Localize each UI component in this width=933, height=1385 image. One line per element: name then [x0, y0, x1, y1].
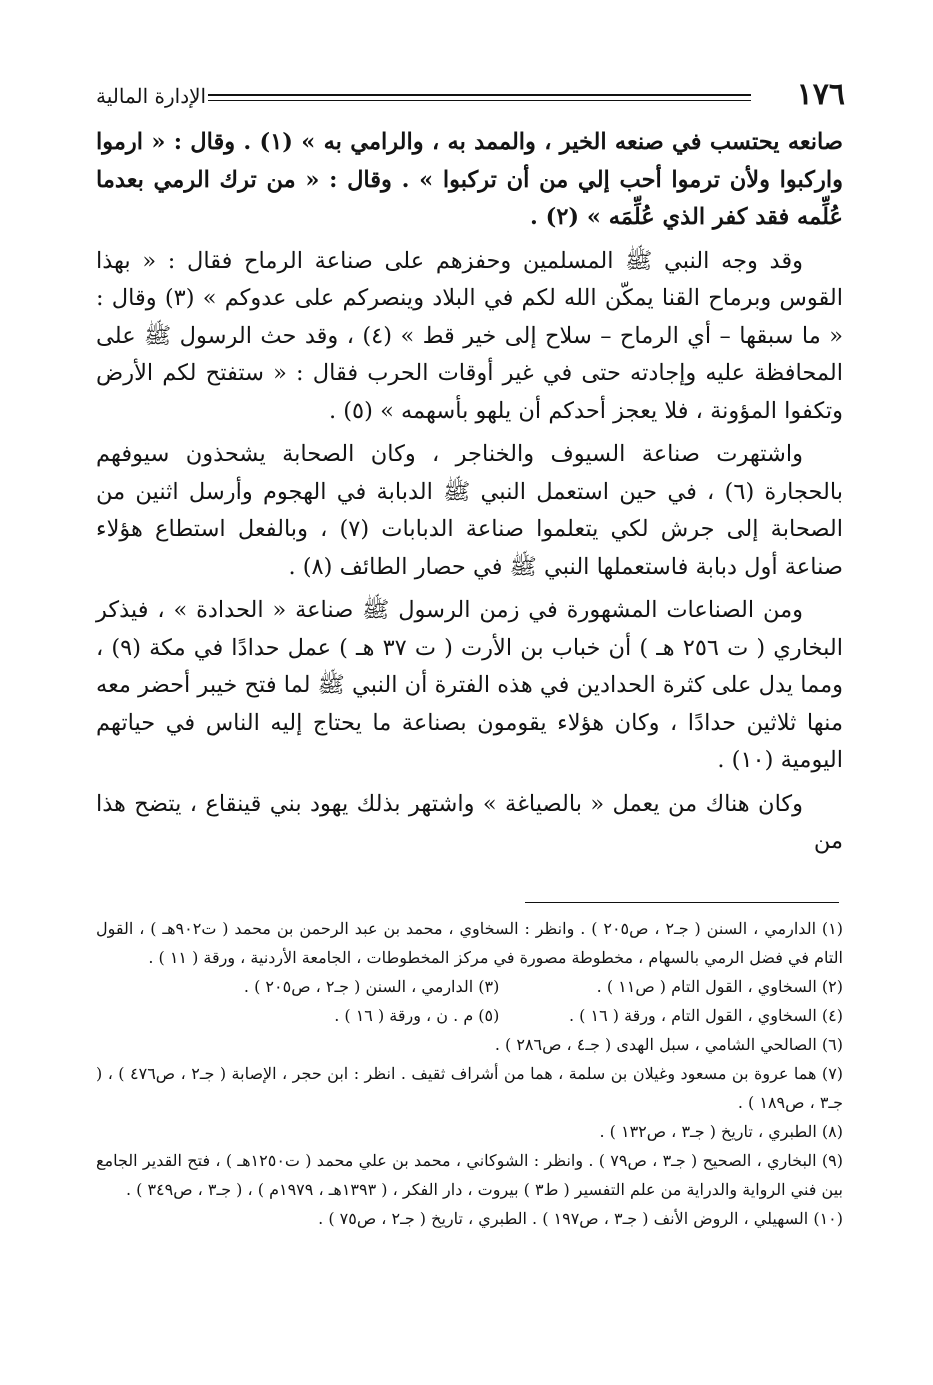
footnotes — [96, 914, 843, 1233]
footnote-2: (٢) السخاوي ، القول التام ( ص١١ ) . — [596, 977, 843, 996]
running-title: الإدارة المالية — [96, 84, 207, 108]
page-header — [96, 78, 845, 118]
paragraph-1: صانعه يحتسب في صنعه الخير ، والممد به ، والرامي به » (١) . وقال : « ارموا واركبوا ولأن ترموا أحب إلي من أن تركبوا » . وقال : « من ترك الرمي بعدما عُلِّمه فقد كفر الذي عُلِّمَه » (٢) . — [96, 129, 843, 230]
footnote-row-4-5 — [96, 1001, 843, 1030]
footnote-6: (٦) الصالحي الشامي ، سبل الهدى ( جـ٤ ، ص٢٨٦ ) . — [494, 1035, 843, 1054]
footnote-3: (٣) الدارمي ، السنن ( جـ٢ ، ص٢٠٥ ) . — [243, 977, 500, 996]
header-rule — [208, 94, 751, 101]
footnote-9: (٩) البخاري ، الصحيح ( جـ٣ ، ص٧٩ ) . وانظر : الشوكاني ، محمد بن علي محمد ( ت١٢٥٠هـ ) ، فتح القدير الجامع بين فني الرواية والدراية من علم التفسير ( ط٣ ) بيروت ، دار الفكر ، ( ١٣٩٣هـ ، ١٩٧٩م ) ، ( جـ٣ ، ص٣٤٩ ) . — [96, 1151, 844, 1199]
paragraph-4: ومن الصناعات المشهورة في زمن الرسول ﷺ صناعة « الحدادة » ، فيذكر البخاري ( ت ٢٥٦ هـ ) أن خباب بن الأرت ( ت ٣٧ هـ ) عمل حدادًا في مكة (٩) ، ومما يدل على كثرة الحدادين في هذه الفترة أن النبي ﷺ لما فتح خيبر أحضر معه منها ثلاثين حدادًا ، وكان هؤلاء يقومون بصناعة ما يحتاج إليه الناس في حياتهم اليومية (١٠) . — [96, 597, 843, 773]
page-number: ١٧٦ — [796, 77, 845, 112]
footnote-row-2-3 — [96, 972, 843, 1001]
paragraph-3: واشتهرت صناعة السيوف والخناجر ، وكان الصحابة يشحذون سيوفهم بالحجارة (٦) ، في حين استعمل النبي ﷺ الدبابة في الهجوم وأرسل اثنين من الصحابة إلى جرش لكي يتعلموا صناعة الدبابات (٧) ، وبالفعل استطاع هؤلاء صناعة أول دبابة فاستعملها النبي ﷺ في حصار الطائف (٨) . — [96, 441, 843, 580]
footnote-5: (٥) م . ن ، ورقة ( ١٦ ) . — [334, 1006, 500, 1025]
paragraph-2: وقد وجه النبي ﷺ المسلمين وحفزهم على صناعة الرماح فقال : « بهذا القوس وبرماح القنا يمكّن الله لكم في البلاد وينصركم على عدوكم » (٣) وقال : « ما سبقها – أي الرماح – سلاح إلى خير قط » (٤) ، وقد حث الرسول ﷺ على المحافظة عليه وإجادته حتى في غير أوقات الحرب فقال : « ستفتح لكم الأرض وتكفوا المؤونة ، فلا يعجز أحدكم أن يلهو بأسهمه » (٥) . — [96, 247, 844, 424]
footnote-10: (١٠) السهيلي ، الروض الأنف ( جـ٣ ، ص١٩٧ ) . الطبري ، تاريخ ( جـ٢ ، ص٧٥ ) . — [318, 1209, 843, 1228]
footnote-1: (١) الدارمي ، السنن ( جـ٢ ، ص٢٠٥ ) . وانظر : السخاوي ، محمد بن عبد الرحمن بن محمد ( ت٩٠٢هـ ) ، القول التام في فضل الرمي بالسهام ، مخطوطة مصورة في مركز المخطوطات ، الجامعة الأردنية ، ورقة ( ١١ ) . — [96, 919, 843, 967]
paragraph-5: وكان هناك من يعمل « بالصياغة » واشتهر بذلك يهود بني قينقاع ، يتضح هذا من — [96, 790, 843, 854]
main-text — [96, 124, 843, 867]
footnote-4: (٤) السخاوي ، القول التام ، ورقة ( ١٦ ) . — [569, 1006, 843, 1025]
footnote-7: (٧) هما عروة بن مسعود وغيلان بن سلمة ، هما من أشراف ثقيف . انظر : ابن حجر ، الإصابة ( جـ٢ ، ص٤٧٦ ) ، ( جـ٣ ، ص١٨٩ ) . — [96, 1064, 844, 1112]
footnote-8: (٨) الطبري ، تاريخ ( جـ٣ ، ص١٣٢ ) . — [599, 1122, 843, 1141]
footnote-separator — [525, 902, 839, 903]
